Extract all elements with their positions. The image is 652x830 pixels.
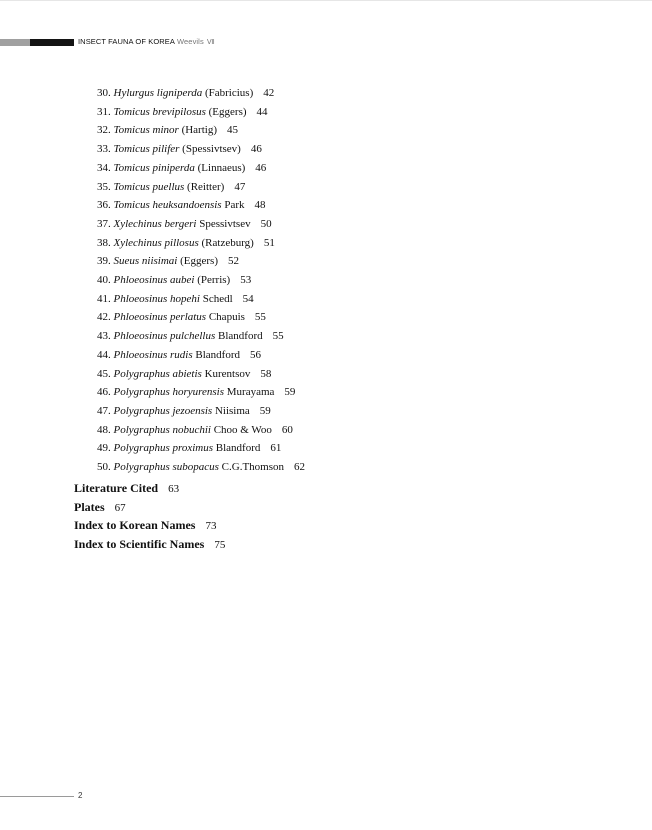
toc-entry bbox=[97, 385, 295, 399]
entry-number: 31. bbox=[97, 105, 111, 118]
section-title: Index to Korean Names bbox=[74, 518, 196, 532]
entry-author: (Ratzeburg) bbox=[201, 236, 254, 249]
page-number: 2 bbox=[78, 791, 83, 800]
section-page: 73 bbox=[205, 520, 217, 532]
entry-author: Blandford bbox=[195, 348, 241, 361]
entry-species: Phloeosinus perlatus bbox=[113, 311, 207, 324]
entry-number: 50. bbox=[97, 461, 111, 473]
toc-entry bbox=[97, 180, 245, 194]
entry-species: Tomicus pilifer bbox=[113, 143, 180, 156]
entry-author: (Linnaeus) bbox=[197, 161, 246, 174]
toc-entry bbox=[97, 292, 254, 306]
entry-number: 49. bbox=[97, 442, 111, 455]
top-rule bbox=[0, 0, 652, 1]
toc-entry bbox=[97, 310, 266, 324]
entry-page: 61 bbox=[270, 442, 282, 455]
entry-number: 44. bbox=[97, 348, 111, 361]
entry-number: 46. bbox=[97, 386, 111, 399]
entry-page: 42 bbox=[263, 87, 275, 99]
entry-page: 44 bbox=[256, 105, 268, 118]
entry-species: Phloeosinus rudis bbox=[113, 348, 193, 361]
toc-entry bbox=[97, 86, 274, 100]
entry-species: Polygraphus jezoensis bbox=[113, 404, 213, 417]
entry-species: Polygraphus nobuchii bbox=[113, 423, 211, 436]
entry-species: Tomicus piniperda bbox=[113, 161, 195, 174]
entry-author: Park bbox=[224, 199, 245, 212]
entry-page: 55 bbox=[254, 311, 266, 324]
entry-page: 45 bbox=[227, 124, 238, 137]
header-title: INSECT FAUNA OF KOREA bbox=[78, 37, 175, 46]
entry-species: Polygraphus subopacus bbox=[113, 461, 219, 473]
section-title: Literature Cited bbox=[74, 481, 159, 495]
entry-species: Tomicus minor bbox=[113, 124, 179, 137]
entry-author: (Perris) bbox=[197, 274, 231, 286]
entry-author: Niisima bbox=[214, 404, 250, 417]
toc-entry bbox=[97, 217, 272, 231]
entry-author: (Eggers) bbox=[208, 105, 247, 118]
entry-species: Tomicus brevipilosus bbox=[113, 105, 206, 118]
entry-number: 47. bbox=[97, 404, 111, 417]
entry-species: Phloeosinus pulchellus bbox=[113, 330, 216, 343]
entry-number: 41. bbox=[97, 292, 111, 305]
entry-author: Blandford bbox=[218, 330, 263, 343]
entry-page: 60 bbox=[281, 423, 293, 436]
running-header bbox=[0, 37, 652, 47]
toc-section bbox=[74, 518, 216, 534]
entry-page: 51 bbox=[263, 236, 275, 249]
header-volume: Ⅶ bbox=[206, 39, 215, 46]
entry-number: 48. bbox=[97, 423, 111, 436]
entry-species: Xylechinus pillosus bbox=[113, 236, 199, 249]
toc-entry bbox=[97, 198, 266, 212]
entry-page: 56 bbox=[250, 348, 262, 361]
entry-author: Chapuis bbox=[208, 311, 245, 324]
entry-number: 42. bbox=[97, 311, 111, 324]
header-bar-black bbox=[30, 39, 74, 46]
entry-number: 34. bbox=[97, 161, 111, 174]
entry-page: 58 bbox=[260, 367, 272, 380]
section-page: 63 bbox=[168, 483, 180, 495]
section-page: 67 bbox=[114, 501, 126, 514]
entry-author: Kurentsov bbox=[204, 367, 251, 380]
entry-page: 46 bbox=[255, 161, 267, 174]
entry-number: 35. bbox=[97, 180, 111, 193]
entry-page: 55 bbox=[272, 330, 284, 343]
entry-page: 53 bbox=[240, 274, 252, 286]
toc-entry bbox=[97, 105, 268, 119]
entry-page: 54 bbox=[242, 292, 254, 305]
entry-species: Hylurgus ligniperda bbox=[113, 87, 203, 99]
toc-section bbox=[74, 537, 225, 553]
toc-entry bbox=[97, 423, 293, 437]
entry-species: Sueus niisimai bbox=[113, 255, 178, 268]
toc-entry bbox=[97, 254, 239, 268]
entry-number: 43. bbox=[97, 330, 111, 343]
entry-author: Schedl bbox=[202, 292, 233, 305]
footer-rule bbox=[0, 796, 74, 797]
entry-author: (Spessivtsev) bbox=[182, 143, 241, 156]
toc-entry bbox=[97, 142, 262, 156]
entry-species: Phloeosinus hopehi bbox=[113, 292, 200, 305]
toc-entry bbox=[97, 236, 275, 250]
header-subtitle: Weevils bbox=[176, 37, 204, 46]
toc-entry bbox=[97, 367, 271, 381]
header-text bbox=[78, 37, 215, 48]
entry-number: 30. bbox=[97, 87, 111, 99]
toc-entry bbox=[97, 460, 305, 474]
entry-page: 47 bbox=[234, 180, 246, 193]
toc-entry bbox=[97, 123, 238, 137]
toc-entry bbox=[97, 329, 284, 343]
entry-number: 33. bbox=[97, 143, 111, 156]
entry-author: (Eggers) bbox=[180, 255, 218, 268]
entry-page: 59 bbox=[259, 404, 271, 417]
header-bar-gray bbox=[0, 39, 30, 46]
section-page: 75 bbox=[214, 538, 226, 551]
entry-number: 40. bbox=[97, 274, 111, 286]
entry-author: Murayama bbox=[226, 386, 275, 399]
entry-number: 37. bbox=[97, 217, 111, 230]
entry-number: 32. bbox=[97, 124, 111, 137]
entry-species: Polygraphus horyurensis bbox=[113, 386, 225, 399]
toc-section bbox=[74, 500, 126, 516]
entry-species: Xylechinus bergeri bbox=[113, 217, 197, 230]
toc-entry bbox=[97, 273, 251, 287]
toc-section bbox=[74, 481, 179, 497]
entry-author: (Fabricius) bbox=[204, 87, 254, 99]
toc-entry bbox=[97, 441, 281, 455]
entry-page: 52 bbox=[228, 255, 239, 268]
entry-number: 36. bbox=[97, 199, 111, 212]
entry-species: Polygraphus proximus bbox=[113, 442, 214, 455]
entry-species: Polygraphus abietis bbox=[113, 367, 202, 380]
entry-species: Tomicus heuksandoensis bbox=[113, 199, 222, 212]
entry-number: 39. bbox=[97, 255, 111, 268]
section-title: Plates bbox=[74, 499, 105, 514]
entry-author: (Reitter) bbox=[187, 180, 225, 193]
entry-page: 46 bbox=[250, 143, 262, 156]
entry-page: 48 bbox=[254, 199, 266, 212]
toc-entry bbox=[97, 161, 266, 175]
entry-author: Blandford bbox=[215, 442, 261, 455]
entry-page: 59 bbox=[284, 386, 296, 399]
section-title: Index to Scientific Names bbox=[74, 536, 205, 551]
entry-number: 45. bbox=[97, 367, 111, 380]
entry-author: Spessivtsev bbox=[199, 217, 251, 230]
entry-number: 38. bbox=[97, 236, 111, 249]
toc-entry bbox=[97, 404, 271, 418]
entry-author: (Hartig) bbox=[181, 124, 217, 137]
entry-author: C.G.Thomson bbox=[221, 461, 285, 473]
entry-species: Phloeosinus aubei bbox=[113, 274, 195, 286]
toc-entry bbox=[97, 348, 261, 362]
entry-page: 62 bbox=[294, 461, 306, 473]
entry-page: 50 bbox=[260, 217, 272, 230]
entry-author: Choo & Woo bbox=[213, 423, 272, 436]
entry-species: Tomicus puellus bbox=[113, 180, 185, 193]
